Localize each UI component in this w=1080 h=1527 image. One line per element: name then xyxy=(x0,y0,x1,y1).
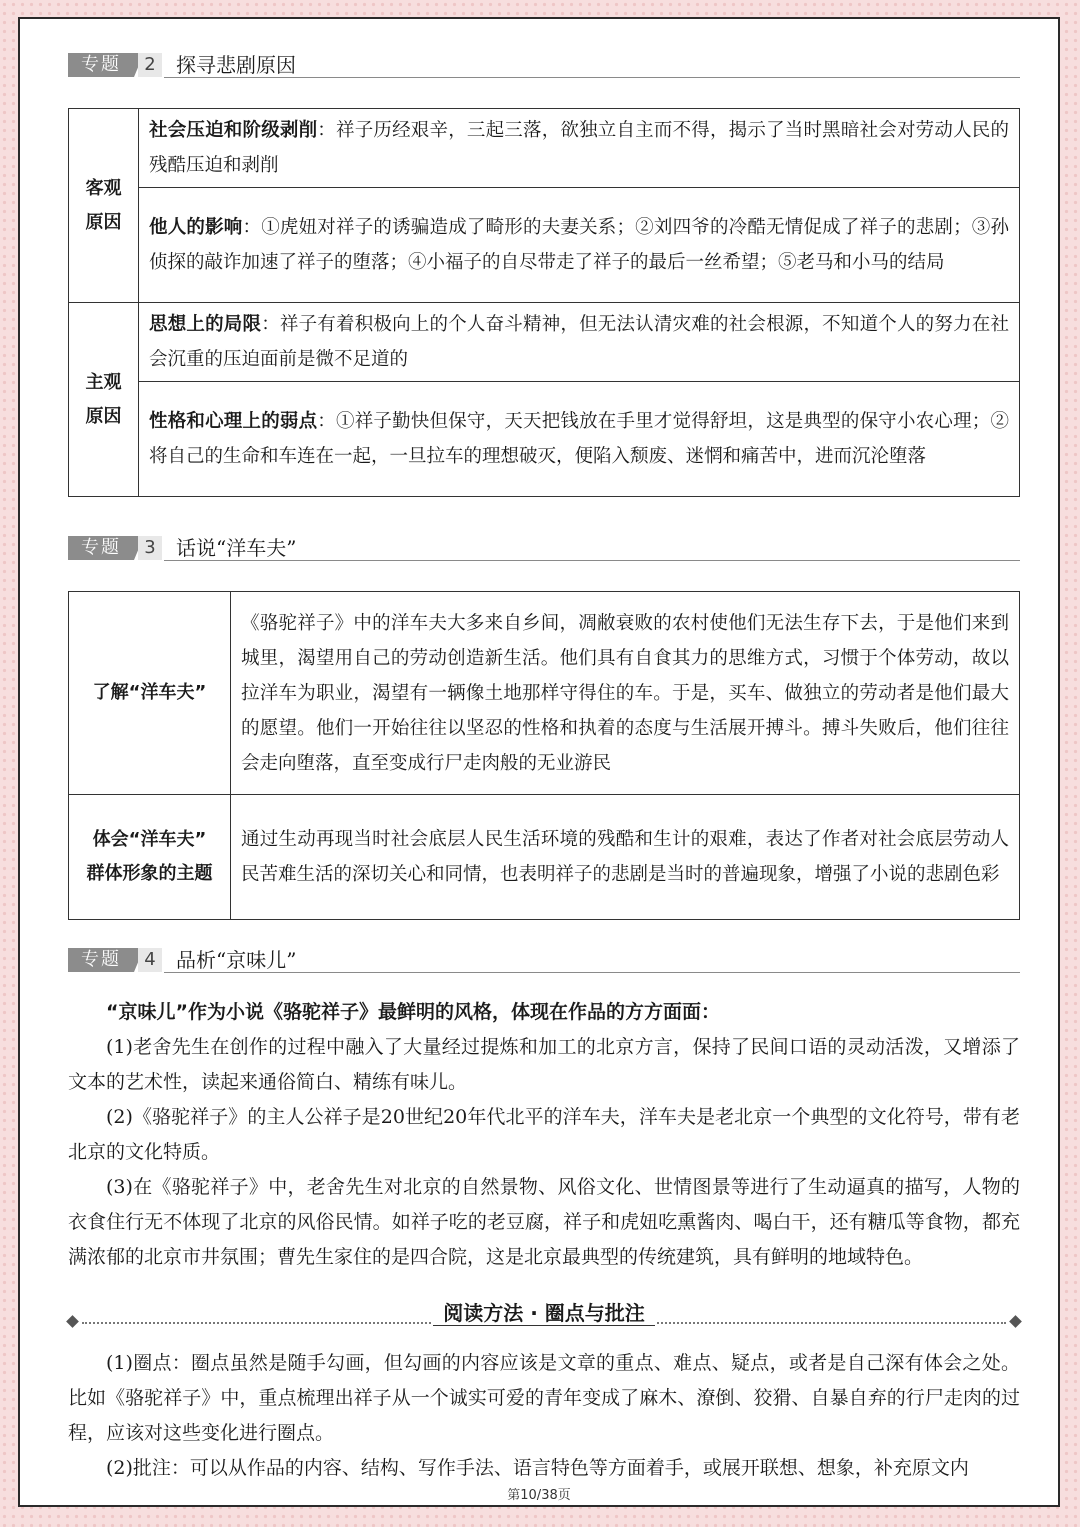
group-label xyxy=(69,109,139,303)
table-cell xyxy=(139,188,1020,303)
paragraph: (1)老舍先生在创作的过程中融入了大量经过提炼和加工的北京方言，保持了民间口语的灵动活泼，又增添了文本的艺术性，读起来通俗简白、精练有味儿。 xyxy=(68,1036,1020,1093)
table-row xyxy=(69,382,1020,497)
reading-method-text xyxy=(68,1346,1020,1486)
topic2-header xyxy=(68,51,1020,81)
paragraph-intro: “京味儿”作为小说《骆驼祥子》最鲜明的风格，体现在作品的方方面面： xyxy=(106,1001,720,1023)
group-label-line: 客观 xyxy=(85,177,122,199)
topic-title: 探寻悲剧原因 xyxy=(176,53,296,77)
cell-lead: 他人的影响 xyxy=(149,217,243,238)
paragraph: (3)在《骆驼祥子》中，老舍先生对北京的自然景物、风俗文化、世情图景等进行了生动逼真的描写，人物的衣食住行无不体现了北京的风俗民情。如祥子吃的老豆腐，祥子和虎妞吃熏酱肉、喝白干，还有糖瓜等食物，都充满浓郁的北京市井氛围；曹先生家住的是四合院，这是北京最典型的传统建筑，具有鲜明的地域特色。 xyxy=(68,1176,1020,1268)
cell-lead: 社会压迫和阶级剥削 xyxy=(149,120,318,141)
topic-tag: 专题 xyxy=(68,53,134,77)
topic-tag: 专题 xyxy=(68,536,134,560)
table-row xyxy=(69,592,1020,795)
table-row xyxy=(69,795,1020,920)
cell-text: ：①祥子勤快但保守，天天把钱放在手里才觉得舒坦，这是典型的保守小农心理；②将自己的生命和车连在一起，一旦拉车的理想破灭，便陷入颓废、迷惘和痛苦中，进而沉沦堕落 xyxy=(149,411,1009,467)
group-label xyxy=(69,303,139,497)
cell-text: ：①虎妞对祥子的诱骗造成了畸形的夫妻关系；②刘四爷的冷酷无情促成了祥子的悲剧；③孙侦探的敲诈加速了祥子的堕落；④小福子的自尽带走了祥子的最后一丝希望；⑤老马和小马的结局 xyxy=(149,217,1009,273)
paragraph: (2)《骆驼祥子》的主人公祥子是20世纪20年代北平的洋车夫，洋车夫是老北京一个典型的文化符号，带有老北京的文化特质。 xyxy=(68,1106,1020,1163)
cell-text: ：祥子历经艰辛，三起三落，欲独立自主而不得，揭示了当时黑暗社会对劳动人民的残酷压迫和剥削 xyxy=(149,120,1009,176)
paragraph: (1)圈点：圈点虽然是随手勾画，但勾画的内容应该是文章的重点、难点、疑点，或者是自己深有体会之处。比如《骆驼祥子》中，重点梳理出祥子从一个诚实可爱的青年变成了麻木、潦倒、狡猾、自暴自弃的行尸走肉的过程，应该对这些变化进行圈点。 xyxy=(68,1352,1020,1444)
rickshaw-puller-table xyxy=(68,591,1020,920)
topic-number: 3 xyxy=(138,536,162,560)
header-rule xyxy=(164,972,1020,973)
cell-text: ：祥子有着积极向上的个人奋斗精神，但无法认清灾难的社会根源，不知道个人的努力在社会沉重的压迫面前是微不足道的 xyxy=(149,314,1009,370)
table-row xyxy=(69,109,1020,188)
row-label xyxy=(69,592,231,795)
topic-number: 2 xyxy=(138,53,162,77)
topic4-header xyxy=(68,946,1020,976)
row-label-line: 群体形象的主题 xyxy=(86,863,213,884)
table-cell xyxy=(139,382,1020,497)
group-label-line: 原因 xyxy=(85,211,122,233)
page-number: 第10/38页 xyxy=(507,1488,571,1503)
header-rule xyxy=(164,560,1020,561)
table-row xyxy=(69,188,1020,303)
section-title-text: 阅读方法 · 圈点与批注 xyxy=(433,1301,655,1326)
table-cell: 通过生动再现当时社会底层人民生活环境的残酷和生计的艰难，表达了作者对社会底层劳动人民苦难生活的深切关心和同情，也表明祥子的悲剧是当时的普遍现象，增强了小说的悲剧色彩 xyxy=(231,795,1020,920)
tragedy-causes-table xyxy=(68,108,1020,497)
cell-lead: 思想上的局限 xyxy=(149,314,262,335)
topic-title: 话说“洋车夫” xyxy=(176,536,297,560)
header-rule xyxy=(164,77,1020,78)
beijing-flavor-text xyxy=(68,995,1020,1275)
row-label xyxy=(69,795,231,920)
table-cell xyxy=(139,303,1020,382)
paragraph: (2)批注：可以从作品的内容、结构、写作手法、语言特色等方面着手，或展开联想、想象，补充原文内 xyxy=(106,1457,969,1479)
group-label-line: 主观 xyxy=(85,371,122,393)
cell-lead: 性格和心理上的弱点 xyxy=(149,411,318,432)
topic-title: 品析“京味儿” xyxy=(176,948,297,972)
topic-number: 4 xyxy=(138,948,162,972)
reading-method-header xyxy=(68,1296,1020,1336)
document-page xyxy=(18,17,1060,1507)
row-label-line: 体会“洋车夫” xyxy=(92,829,207,850)
table-row xyxy=(69,303,1020,382)
row-label-line: 了解“洋车夫” xyxy=(92,682,207,703)
table-cell xyxy=(139,109,1020,188)
table-cell: 《骆驼祥子》中的洋车夫大多来自乡间，凋敝衰败的农村使他们无法生存下去，于是他们来到城里，渴望用自己的劳动创造新生活。他们具有自食其力的思维方式，习惯于个体劳动，故以拉洋车为职业，渴望有一辆像土地那样守得住的车。于是，买车、做独立的劳动者是他们最大的愿望。他们一开始往往以坚忍的性格和执着的态度与生活展开搏斗。搏斗失败后，他们往往会走向堕落，直至变成行尸走肉般的无业游民 xyxy=(231,592,1020,795)
group-label-line: 原因 xyxy=(85,405,122,427)
section-title xyxy=(68,1296,1020,1330)
topic3-header xyxy=(68,534,1020,564)
topic-tag: 专题 xyxy=(68,948,134,972)
